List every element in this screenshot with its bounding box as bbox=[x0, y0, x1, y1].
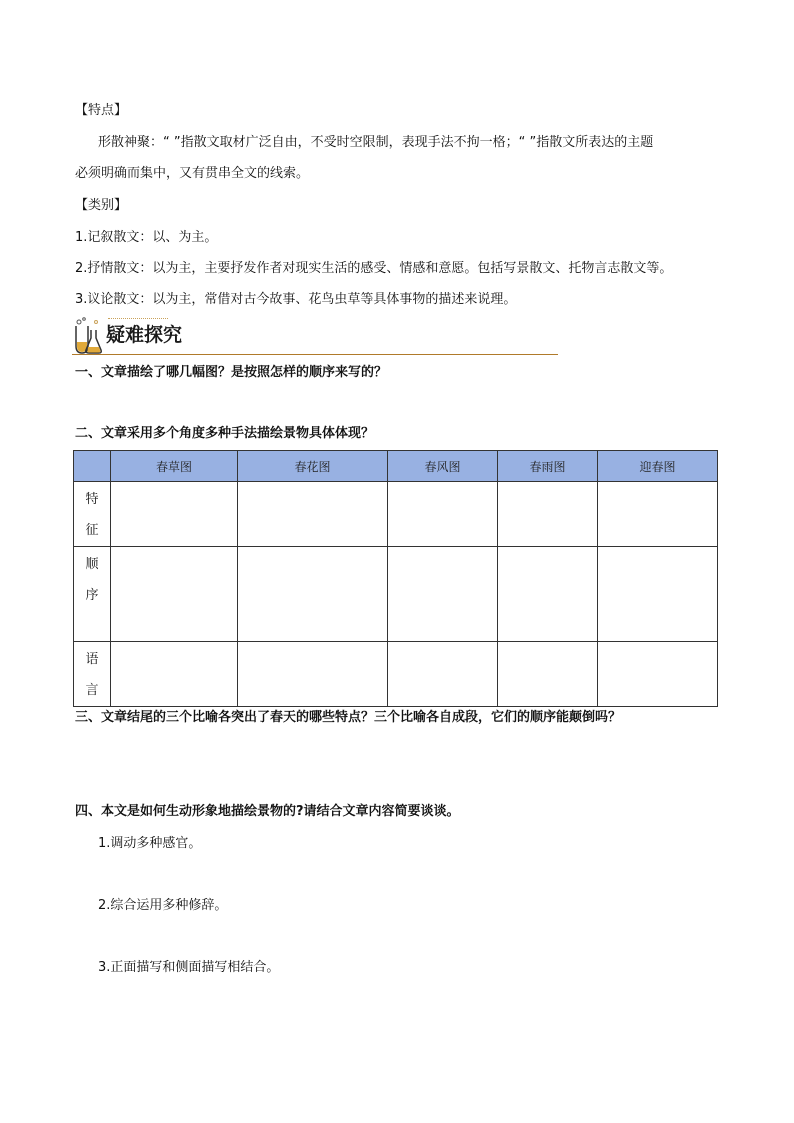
features-heading: 【特点】 bbox=[75, 103, 128, 118]
answer-cell[interactable] bbox=[598, 642, 718, 707]
table-header-cell: 春雨图 bbox=[498, 451, 598, 482]
question-4-item: 3.正面描写和侧面描写相结合。 bbox=[98, 960, 280, 975]
features-line-1: 形散神聚：“ ”指散文取材广泛自由，不受时空限制，表现手法不拘一格；“ ”指散文所表达的主题 bbox=[98, 135, 654, 150]
answer-cell[interactable] bbox=[111, 547, 238, 642]
question-4: 四、本文是如何生动形象地描绘景物的?请结合文章内容简要谈谈。 bbox=[75, 804, 460, 819]
row-label: 语 言 bbox=[74, 642, 111, 707]
table-header-cell: 春花图 bbox=[238, 451, 388, 482]
answer-cell[interactable] bbox=[498, 547, 598, 642]
category-item: 3.议论散文：以为主，常借对古今故事、花鸟虫草等具体事物的描述来说理。 bbox=[75, 292, 517, 307]
section-dots bbox=[108, 318, 168, 320]
question-4-item: 2.综合运用多种修辞。 bbox=[98, 898, 228, 913]
question-4-item: 1.调动多种感官。 bbox=[98, 836, 202, 851]
answer-cell[interactable] bbox=[388, 482, 498, 547]
answer-cell[interactable] bbox=[498, 642, 598, 707]
section-title: 疑难探究 bbox=[106, 324, 183, 346]
answer-cell[interactable] bbox=[498, 482, 598, 547]
scene-table bbox=[73, 450, 718, 707]
table-row bbox=[74, 547, 718, 642]
question-1: 一、文章描绘了哪几幅图？是按照怎样的顺序来写的？ bbox=[75, 365, 388, 380]
question-2: 二、文章采用多个角度多种手法描绘景物具体体现？ bbox=[75, 426, 375, 441]
answer-cell[interactable] bbox=[111, 642, 238, 707]
row-label: 顺 序 bbox=[74, 547, 111, 642]
answer-cell[interactable] bbox=[238, 547, 388, 642]
table-header-cell: 春风图 bbox=[388, 451, 498, 482]
answer-cell[interactable] bbox=[238, 642, 388, 707]
categories-heading: 【类别】 bbox=[75, 198, 128, 213]
table-row bbox=[74, 482, 718, 547]
table-header-cell: 春草图 bbox=[111, 451, 238, 482]
answer-cell[interactable] bbox=[238, 482, 388, 547]
answer-cell[interactable] bbox=[388, 547, 498, 642]
answer-cell[interactable] bbox=[388, 642, 498, 707]
flask-icon bbox=[72, 316, 102, 356]
table-header-cell bbox=[74, 451, 111, 482]
table-row bbox=[74, 642, 718, 707]
section-header bbox=[72, 316, 558, 358]
features-line-2: 必须明确而集中，又有贯串全文的线索。 bbox=[75, 166, 310, 181]
answer-cell[interactable] bbox=[598, 482, 718, 547]
answer-cell[interactable] bbox=[111, 482, 238, 547]
table-header-row bbox=[74, 451, 718, 482]
question-3: 三、文章结尾的三个比喻各突出了春天的哪些特点？三个比喻各自成段，它们的顺序能颠倒吗？ bbox=[75, 710, 622, 725]
section-divider bbox=[72, 354, 558, 355]
answer-cell[interactable] bbox=[598, 547, 718, 642]
table-header-cell: 迎春图 bbox=[598, 451, 718, 482]
category-item: 2.抒情散文：以为主，主要抒发作者对现实生活的感受、情感和意愿。包括写景散文、托物言志散文等。 bbox=[75, 261, 673, 276]
row-label: 特 征 bbox=[74, 482, 111, 547]
category-item: 1.记叙散文：以、为主。 bbox=[75, 230, 218, 245]
